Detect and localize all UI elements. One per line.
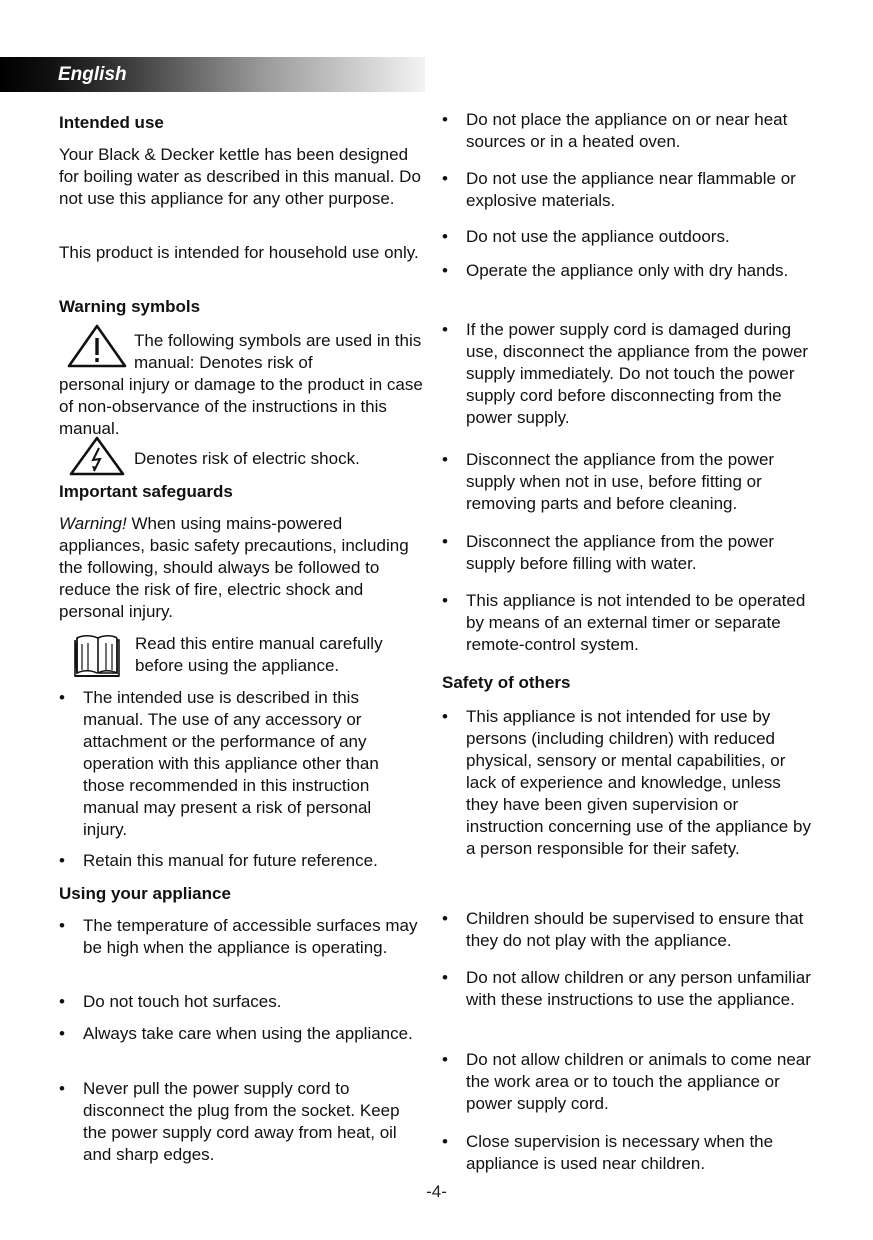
bullet-marker: • [59,688,65,707]
bullet-marker: • [442,532,448,551]
list-item-text: Children should be supervised to ensure that they do not play with the appliance. [466,909,804,950]
intended-use-heading: Intended use [59,113,164,132]
intended-use-paragraph-1: Your Black & Decker kettle has been designed for boiling water as described in this manual. Do not use this appliance for any other purpose. [59,145,421,208]
list-item-text: Do not place the appliance on or near heat sources or in a heated oven. [466,110,788,151]
warning-triangle-icon [59,322,129,370]
read-manual-text: Read this entire manual carefully before using the appliance. [135,634,383,675]
list-item-text: If the power supply cord is damaged during use, disconnect the appliance from the power supply immediately. Do not touch the power supply cord before disconnecting from the power supply. [466,320,809,427]
list-item-text: Do not use the appliance near flammable or explosive materials. [466,169,796,210]
using-appliance-heading: Using your appliance [59,884,231,903]
list-item-text: Do not touch hot surfaces. [83,992,282,1011]
bullet-marker: • [59,916,65,935]
electric-shock-icon [59,434,129,478]
bullet-marker: • [59,851,65,870]
read-manual-book-icon [71,632,123,680]
list-item-text: Disconnect the appliance from the power supply before filling with water. [466,532,775,573]
list-item-text: Do not use the appliance outdoors. [466,227,730,246]
safeguards-warning-paragraph [59,513,423,623]
electric-shock-text: Denotes risk of electric shock. [134,449,360,468]
list-item-text: This appliance is not intended to be operated by means of an external timer or separate remote-control system. [466,591,806,654]
intended-use-paragraph-2: This product is intended for household use only. [59,243,419,262]
bullet-marker: • [442,169,448,188]
bullet-marker: • [442,320,448,339]
bullet-marker: • [442,227,448,246]
bullet-marker: • [442,450,448,469]
list-item-text: The temperature of accessible surfaces may be high when the appliance is operating. [83,916,418,957]
list-item-text: Operate the appliance only with dry hands. [466,261,789,280]
bullet-marker: • [442,110,448,129]
bullet-marker: • [442,591,448,610]
warning-text: When using mains-powered appliances, basic safety precautions, including the following, should always be followed to reduce the risk of fire, electric shock and personal injury. [59,514,409,621]
language-header-bar [0,57,425,92]
bullet-marker: • [59,1024,65,1043]
bullet-marker: • [59,1079,65,1098]
list-item-text: Never pull the power supply cord to disconnect the plug from the socket. Keep the power supply cord away from heat, oil and sharp edges. [83,1079,400,1164]
list-item-text: Close supervision is necessary when the appliance is used near children. [466,1132,774,1173]
safety-of-others-heading: Safety of others [442,673,571,692]
list-item-text: The intended use is described in this manual. The use of any accessory or attachment or the performance of any operation with this appliance other than those recommended in this instruction manual may present a risk of personal injury. [83,688,379,839]
language-label: English [58,64,127,85]
page-number: -4- [426,1182,447,1201]
bullet-marker: • [442,261,448,280]
warning-label: Warning! [59,514,127,533]
bullet-marker: • [442,707,448,726]
warning-symbols-text-top: The following symbols are used in this manual: Denotes risk of [134,331,422,372]
warning-symbols-text-bottom: personal injury or damage to the product in case of non-observance of the instructions in this manual. [59,375,423,438]
bullet-marker: • [442,1132,448,1151]
list-item-text: Disconnect the appliance from the power supply when not in use, before fitting or removing parts and before cleaning. [466,450,775,513]
list-item-text: Always take care when using the appliance. [83,1024,413,1043]
list-item-text: Retain this manual for future reference. [83,851,378,870]
important-safeguards-heading: Important safeguards [59,482,233,501]
bullet-marker: • [442,968,448,987]
list-item-text: This appliance is not intended for use by persons (including children) with reduced physical, sensory or mental capabilities, or lack of experience and knowledge, unless they have been given supervision or instruction concerning use of the appliance by a person responsible for their safety. [466,707,811,858]
bullet-marker: • [442,909,448,928]
warning-symbols-heading: Warning symbols [59,297,201,316]
list-item-text: Do not allow children or animals to come near the work area or to touch the appliance or power supply cord. [466,1050,811,1113]
bullet-marker: • [59,992,65,1011]
bullet-marker: • [442,1050,448,1069]
list-item-text: Do not allow children or any person unfamiliar with these instructions to use the appliance. [466,968,811,1009]
